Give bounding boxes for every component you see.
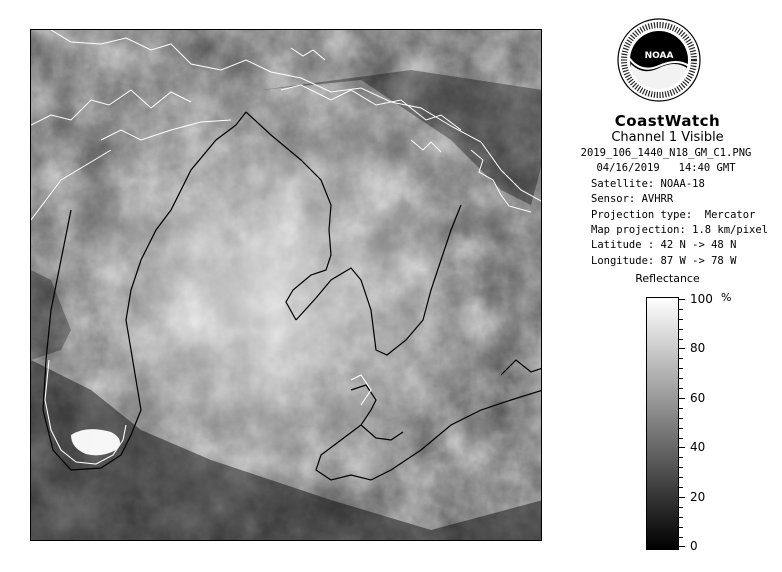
colorbar-minor-tick [679, 537, 683, 538]
logo-text: NOAA [644, 51, 674, 61]
colorbar-major-tick [679, 398, 685, 399]
colorbar-tick-label: 80 [690, 341, 706, 355]
datetime: 04/16/2019 14:40 GMT [596, 162, 736, 175]
colorbar-minor-tick [679, 418, 683, 419]
colorbar-minor-tick [679, 527, 683, 528]
colorbar-minor-tick [679, 408, 683, 409]
colorbar-tick-label: 40 [690, 440, 706, 454]
reflectance-colorbar [646, 297, 679, 550]
legend-unit: % [721, 291, 732, 304]
legend-title: Reflectance [635, 272, 700, 285]
colorbar-minor-tick [679, 438, 683, 439]
latitude: Latitude : 42 N -> 48 N [591, 239, 737, 252]
colorbar-major-tick [679, 546, 685, 547]
colorbar-minor-tick [679, 309, 683, 310]
satellite: Satellite: NOAA-18 [591, 177, 705, 190]
colorbar-tick-label: 20 [690, 490, 706, 504]
colorbar-major-tick [679, 299, 685, 300]
colorbar-minor-tick [679, 378, 683, 379]
channel-title: Channel 1 Visible [611, 130, 724, 145]
colorbar-major-tick [679, 497, 685, 498]
colorbar-minor-tick [679, 477, 683, 478]
satellite-image [30, 29, 542, 541]
projection: Projection type: Mercator [591, 208, 756, 221]
colorbar-minor-tick [679, 358, 683, 359]
colorbar-minor-tick [679, 487, 683, 488]
colorbar-tick-label: 0 [690, 539, 698, 553]
brand-title: CoastWatch [614, 112, 721, 130]
colorbar-major-tick [679, 447, 685, 448]
colorbar-minor-tick [679, 517, 683, 518]
colorbar-minor-tick [679, 368, 683, 369]
metadata-list [571, 146, 768, 269]
colorbar-minor-tick [679, 339, 683, 340]
colorbar-minor-tick [679, 329, 683, 330]
colorbar-minor-tick [679, 319, 683, 320]
colorbar-minor-tick [679, 457, 683, 458]
colorbar-major-tick [679, 348, 685, 349]
colorbar-tick-label: 60 [690, 391, 706, 405]
noaa-logo [617, 18, 701, 102]
colorbar-minor-tick [679, 388, 683, 389]
filename: 2019_106_1440_N18_GM_C1.PNG [580, 147, 752, 159]
colorbar-minor-tick [679, 467, 683, 468]
colorbar-minor-tick [679, 428, 683, 429]
sensor: Sensor: AVHRR [591, 193, 674, 206]
colorbar-minor-tick [679, 507, 683, 508]
longitude: Longitude: 87 W -> 78 W [591, 254, 737, 267]
map-projection: Map projection: 1.8 km/pixel [591, 224, 769, 237]
colorbar-tick-label: 100 [690, 292, 713, 306]
